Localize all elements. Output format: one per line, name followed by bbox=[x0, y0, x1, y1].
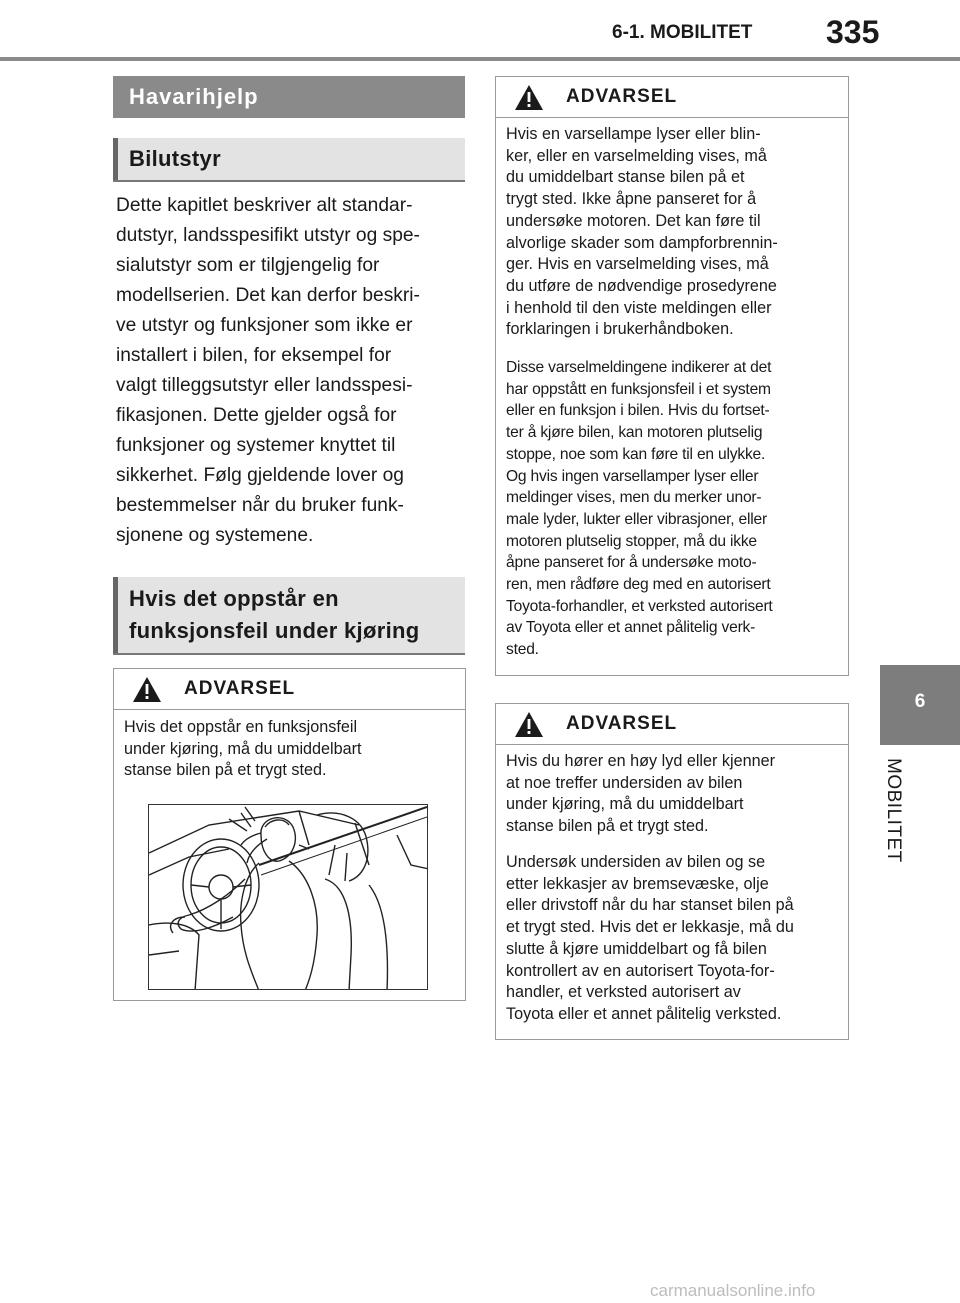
subheading-malfunction bbox=[113, 577, 465, 655]
intro-line: sjonene og systemene. bbox=[116, 525, 314, 546]
warning-box-indicator bbox=[495, 76, 849, 676]
intro-line: dutstyr, landsspesifikt utstyr og spe- bbox=[116, 225, 420, 246]
intro-line: sialutstyr som er tilgjengelig for bbox=[116, 255, 380, 276]
intro-line: bestemmelser når du bruker funk- bbox=[116, 495, 404, 516]
warning-title: ADVARSEL bbox=[184, 678, 296, 699]
warning-line: trygt sted. Ikke åpne panseret for å bbox=[506, 190, 757, 209]
chapter-tab bbox=[880, 665, 960, 745]
intro-line: installert i bilen, for eksempel for bbox=[116, 345, 392, 366]
warning-line: Hvis en varsellampe lyser eller blin- bbox=[506, 125, 761, 143]
chapter-side-label-text: MOBILITET bbox=[883, 758, 904, 863]
warning-header bbox=[496, 704, 848, 745]
warning-line: alvorlige skader som dampforbrennin- bbox=[506, 233, 778, 252]
header-rule bbox=[0, 57, 960, 61]
warning-paragraph bbox=[506, 357, 838, 661]
warning-line: du umiddelbart stanse bilen på et bbox=[506, 168, 745, 187]
warning-line: stoppe, noe som kan føre til en ulykke. bbox=[506, 445, 766, 463]
intro-line: funksjoner og systemer knyttet til bbox=[116, 435, 396, 456]
subheading-equipment-text: Bilutstyr bbox=[129, 146, 221, 171]
intro-line: valgt tilleggsutstyr eller landsspesi- bbox=[116, 375, 413, 396]
section-heading-text: Havarihjelp bbox=[129, 84, 259, 109]
intro-line: sikkerhet. Følg gjeldende lover og bbox=[116, 465, 404, 486]
warning-line: Og hvis ingen varsellamper lyser eller bbox=[506, 467, 759, 485]
warning-line: under kjøring, må du umiddelbart bbox=[124, 739, 362, 758]
intro-line: fikasjonen. Dette gjelder også for bbox=[116, 405, 397, 426]
warning-line: male lyder, lukter eller vibrasjoner, eller bbox=[506, 510, 767, 528]
subheading-malfunction-line: Hvis det oppstår en bbox=[129, 586, 339, 611]
warning-line: kontrollert av en autorisert Toyota-for- bbox=[506, 961, 775, 980]
warning-line: ren, men rådføre deg med en autorisert bbox=[506, 576, 771, 594]
driver-illustration bbox=[148, 804, 428, 990]
warning-line: etter lekkasjer av bremsevæske, olje bbox=[506, 874, 769, 893]
warning-line: Toyota-forhandler, et verksted autorisert bbox=[506, 597, 773, 615]
subheading-malfunction-line: funksjonsfeil under kjøring bbox=[129, 618, 420, 643]
driver-illustration-drawing bbox=[149, 805, 428, 990]
warning-line: åpne panseret for å undersøke moto- bbox=[506, 554, 757, 572]
warning-line: sted. bbox=[506, 641, 539, 659]
warning-box-underbody bbox=[495, 703, 849, 1040]
warning-line: under kjøring, må du umiddelbart bbox=[506, 795, 744, 814]
section-heading bbox=[113, 76, 465, 118]
warning-paragraph bbox=[506, 751, 838, 838]
chapter-side-label bbox=[884, 758, 924, 878]
warning-line: at noe treffer undersiden av bilen bbox=[506, 773, 743, 792]
warning-line: ger. Hvis en varselmelding vises, må bbox=[506, 255, 769, 274]
warning-line: Hvis du hører en høy lyd eller kjenner bbox=[506, 752, 775, 770]
warning-line: Hvis det oppstår en funksjonsfeil bbox=[124, 718, 358, 736]
warning-line: Undersøk undersiden av bilen og se bbox=[506, 853, 766, 871]
warning-line: i henhold til den viste meldingen eller bbox=[506, 298, 772, 317]
warning-line: stanse bilen på et trygt sted. bbox=[124, 761, 327, 780]
warning-header bbox=[496, 77, 848, 118]
intro-line: ve utstyr og funksjoner som ikke er bbox=[116, 315, 413, 336]
subheading-equipment bbox=[113, 138, 465, 182]
warning-line: handler, et verksted autorisert av bbox=[506, 983, 741, 1002]
chapter-tab-number: 6 bbox=[914, 691, 926, 712]
warning-line: undersøke motoren. Det kan føre til bbox=[506, 211, 761, 230]
warning-line: stanse bilen på et trygt sted. bbox=[506, 817, 709, 836]
intro-paragraph bbox=[116, 191, 466, 551]
watermark: carmanualsonline.info bbox=[650, 1281, 816, 1300]
warning-line: et trygt sted. Hvis det er lekkasje, må du bbox=[506, 918, 794, 937]
warning-line: eller drivstoff når du har stanset bilen på bbox=[506, 896, 794, 915]
section-reference: 6-1. MOBILITET bbox=[612, 22, 753, 43]
warning-line: av Toyota eller et annet pålitelig verk- bbox=[506, 619, 756, 637]
warning-triangle-icon bbox=[514, 84, 544, 111]
warning-title: ADVARSEL bbox=[566, 713, 678, 734]
warning-line: ker, eller en varselmelding vises, må bbox=[506, 146, 767, 165]
warning-line: meldinger vises, men du merker unor- bbox=[506, 489, 762, 507]
page-number: 335 bbox=[826, 14, 880, 50]
warning-title: ADVARSEL bbox=[566, 86, 678, 107]
warning-line: du utføre de nødvendige prosedyrene bbox=[506, 276, 777, 295]
warning-line: har oppstått en funksjonsfeil i et system bbox=[506, 380, 771, 398]
warning-line: motoren plutselig stopper, må du ikke bbox=[506, 532, 757, 550]
warning-line: slutte å kjøre umiddelbart og få bilen bbox=[506, 939, 767, 958]
warning-paragraph bbox=[506, 852, 838, 1026]
warning-line: forklaringen i brukerhåndboken. bbox=[506, 320, 734, 339]
intro-line: modellserien. Det kan derfor beskri- bbox=[116, 285, 420, 306]
warning-body bbox=[124, 717, 455, 782]
warning-line: ter å kjøre bilen, kan motoren plutselig bbox=[506, 424, 763, 442]
intro-line: Dette kapitlet beskriver alt standar- bbox=[116, 195, 413, 216]
warning-line: Disse varselmeldingene indikerer at det bbox=[506, 359, 772, 376]
warning-triangle-icon bbox=[514, 711, 544, 738]
warning-triangle-icon bbox=[132, 676, 162, 703]
warning-line: eller en funksjon i bilen. Hvis du fortset- bbox=[506, 402, 770, 420]
warning-line: Toyota eller et annet pålitelig verksted. bbox=[506, 1004, 782, 1023]
warning-header bbox=[114, 669, 465, 710]
warning-paragraph bbox=[506, 124, 838, 341]
